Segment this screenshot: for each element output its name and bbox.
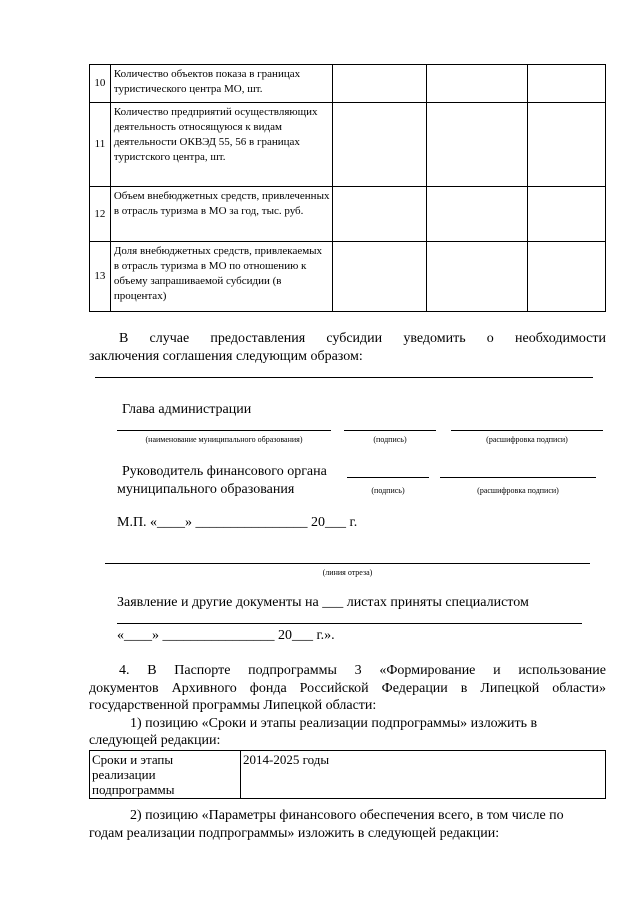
cut-line-caption: (линия отреза) bbox=[322, 568, 373, 577]
row-number: 11 bbox=[90, 103, 111, 187]
indicators-table bbox=[89, 64, 606, 312]
value-cell bbox=[426, 103, 527, 187]
timeline-label: Сроки и этапы реализации подпрограммы bbox=[90, 751, 241, 799]
timeline-value: 2014-2025 годы bbox=[241, 751, 606, 799]
finance-signature-caption: (подпись) bbox=[371, 486, 405, 495]
cut-line bbox=[105, 563, 590, 564]
value-cell bbox=[528, 187, 606, 242]
table-row bbox=[90, 187, 606, 242]
finance-signature-line bbox=[347, 477, 429, 478]
notice-line-1: В случае предоставления субсидии уведомить о необходимости bbox=[119, 331, 606, 346]
row-description: Доля внебюджетных средств, привлекаемых в отрасль туризма в МО по отношению к объему запрашиваемой субсидии (в процентах) bbox=[110, 242, 333, 312]
head-title: Глава администрации bbox=[122, 402, 252, 417]
row-description: Количество объектов показа в границах туристического центра МО, шт. bbox=[110, 65, 333, 103]
row-number: 10 bbox=[90, 65, 111, 103]
value-cell bbox=[333, 242, 426, 312]
section4-line-3: государственной программы Липецкой области: bbox=[89, 698, 377, 713]
item2-line-1: 2) позицию «Параметры финансового обеспечения всего, в том числе по bbox=[130, 808, 564, 823]
finance-title-line-1: Руководитель финансового органа bbox=[122, 464, 327, 479]
municipality-line bbox=[117, 430, 331, 431]
value-cell bbox=[333, 65, 426, 103]
row-description: Количество предприятий осуществляющих деятельность относящуюся к видам деятельности ОКВЭД 55, 56 в границах туристского центра, шт. bbox=[110, 103, 333, 187]
value-cell bbox=[426, 65, 527, 103]
finance-title-line-2: муниципального образования bbox=[117, 482, 295, 497]
value-cell bbox=[528, 65, 606, 103]
item1-line-2: следующей редакции: bbox=[89, 733, 221, 748]
head-decode-line bbox=[451, 430, 603, 431]
row-number: 12 bbox=[90, 187, 111, 242]
value-cell bbox=[426, 187, 527, 242]
specialist-fill-line bbox=[117, 623, 582, 624]
stamp-date-line: М.П. «____» ________________ 20___ г. bbox=[117, 515, 358, 530]
table-row bbox=[90, 65, 606, 103]
received-line-1: Заявление и другие документы на ___ листах приняты специалистом bbox=[117, 595, 529, 610]
item2-line-2: годам реализации подпрограммы» изложить в следующей редакции: bbox=[89, 826, 500, 841]
value-cell bbox=[333, 187, 426, 242]
row-number: 13 bbox=[90, 242, 111, 312]
table-row bbox=[90, 751, 606, 799]
head-signature-line bbox=[344, 430, 436, 431]
head-signature-caption: (подпись) bbox=[373, 435, 407, 444]
section4-line-2: документов Архивного фонда Российской Федерации в Липецкой области» bbox=[89, 681, 606, 696]
value-cell bbox=[333, 103, 426, 187]
value-cell bbox=[426, 242, 527, 312]
table-row bbox=[90, 242, 606, 312]
notice-fill-line bbox=[95, 377, 593, 378]
item1-line-1: 1) позицию «Сроки и этапы реализации подпрограммы» изложить в bbox=[130, 716, 538, 731]
row-description: Объем внебюджетных средств, привлеченных в отрасль туризма в МО за год, тыс. руб. bbox=[110, 187, 333, 242]
finance-decode-line bbox=[440, 477, 596, 478]
municipality-caption: (наименование муниципального образования) bbox=[145, 435, 303, 444]
value-cell bbox=[528, 103, 606, 187]
received-date-line: «____» ________________ 20___ г.». bbox=[117, 628, 335, 643]
head-decode-caption: (расшифровка подписи) bbox=[486, 435, 568, 444]
section4-line-1: 4. В Паспорте подпрограммы 3 «Формирование и использование bbox=[119, 663, 606, 678]
value-cell bbox=[528, 242, 606, 312]
notice-line-2: заключения соглашения следующим образом: bbox=[89, 349, 363, 364]
timeline-table bbox=[89, 750, 606, 799]
table-row bbox=[90, 103, 606, 187]
finance-decode-caption: (расшифровка подписи) bbox=[477, 486, 559, 495]
